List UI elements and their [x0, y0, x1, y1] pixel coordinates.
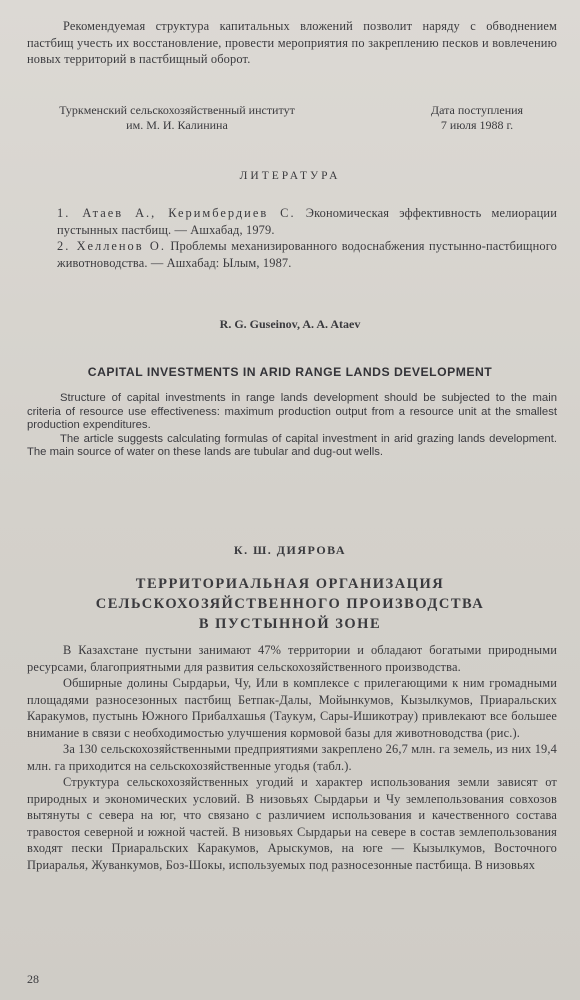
abstract-paragraph-1: Structure of capital investments in range lands development should be subjected to the main criteria of resource use effectiveness: maximum production output from a resource unit at the smallest production expenditures.	[27, 392, 557, 431]
reference-text: Экономическая эффективность мелиорации пустынных пастбищ. — Ашхабад, 1979.	[57, 206, 557, 237]
article-author: К. Ш. ДИЯРОВА	[233, 543, 347, 557]
page-number: 28	[27, 972, 39, 986]
article-title-line-2: СЕЛЬСКОХОЗЯЙСТВЕННОГО ПРОИЗВОДСТВА	[95, 596, 485, 612]
intro-paragraph: Рекомендуемая структура капитальных вложений позволит наряду с обводнением пастбищ учесть их восстановление, провести мероприятия по закреплению песков и вовлечению новых территорий в пастбищный оборот.	[27, 19, 557, 66]
body-paragraph: Структура сельскохозяйственных угодий и характер использования земли зависят от природных и экономических условий. В низовьях Сырдарьи и Чу землепользования совхозов вытянуты с севера на юг, что связано с различием использования и качественного состава травостоя северной и южной частей. В низовьях Сырдарьи на севере в состав землепользования входят пески Приаральских Каракумов, Арыскумов, на юге — Кызылкумов, Восточного Приаралья, Жуванкумов, Боз-Шокы, используемых под разносезонные пастбища. В низовьях	[27, 775, 557, 872]
received-date	[397, 103, 557, 132]
article-body	[27, 642, 557, 873]
english-abstract	[27, 392, 557, 460]
literature-heading: ЛИТЕРАТУРА	[239, 170, 341, 182]
institute-line-1: Туркменский сельскохозяйственный институт	[59, 103, 295, 117]
article-title-line-1: ТЕРРИТОРИАЛЬНАЯ ОРГАНИЗАЦИЯ	[135, 576, 445, 592]
reference-text: Проблемы механизированного водоснабжения пустынно-пастбищного животноводства. — Ашхабад: Ылым, 1987.	[57, 239, 557, 270]
abstract-paragraph-2: The article suggests calculating formulas of capital investment in arid grazing lands development. The main source of water on these lands are tubular and dug-out wells.	[27, 432, 557, 458]
institute-affiliation	[27, 103, 327, 132]
article-title	[0, 574, 580, 634]
english-title: CAPITAL INVESTMENTS IN ARID RANGE LANDS DEVELOPMENT	[87, 365, 493, 379]
body-paragraph: В Казахстане пустыни занимают 47% территории и обладают богатыми природными ресурсами, благоприятными для развития сельскохозяйственного производства.	[27, 643, 557, 674]
intro-paragraph-block	[27, 18, 557, 68]
reference-list	[57, 205, 557, 271]
received-line-2: 7 июля 1988 г.	[440, 117, 514, 132]
institute-line-2: им. М. И. Калинина	[126, 117, 228, 132]
body-paragraph: Обширные долины Сырдарьи, Чу, Или в комплексе с прилегающими к ним громадными площадями разносезонных пастбищ Бетпак-Далы, Мойынкумов, Кызылкумов, Приаральских Каракумов, пустынь Южного Прибалхашья (Таукум, Сары-Ишикотрау) привлекают все большее внимание в связи с необходимостью улучшения кормовой базы для животноводства (рис.).	[27, 676, 557, 740]
received-line-1: Дата поступления	[430, 103, 524, 117]
english-authors: R. G. Guseinov, A. A. Ataev	[219, 317, 361, 331]
reference-item	[57, 238, 557, 271]
reference-authors: 2. Хелленов О.	[57, 239, 166, 253]
reference-item	[57, 205, 557, 238]
reference-authors: 1. Атаев А., Керимбердиев С.	[57, 206, 296, 220]
article-title-line-3: В ПУСТЫННОЙ ЗОНЕ	[198, 616, 382, 632]
body-paragraph: За 130 сельскохозяйственными предприятиями закреплено 26,7 млн. га земель, из них 19,4 млн. га приходится на сельскохозяйственные угодья (табл.).	[27, 742, 557, 773]
